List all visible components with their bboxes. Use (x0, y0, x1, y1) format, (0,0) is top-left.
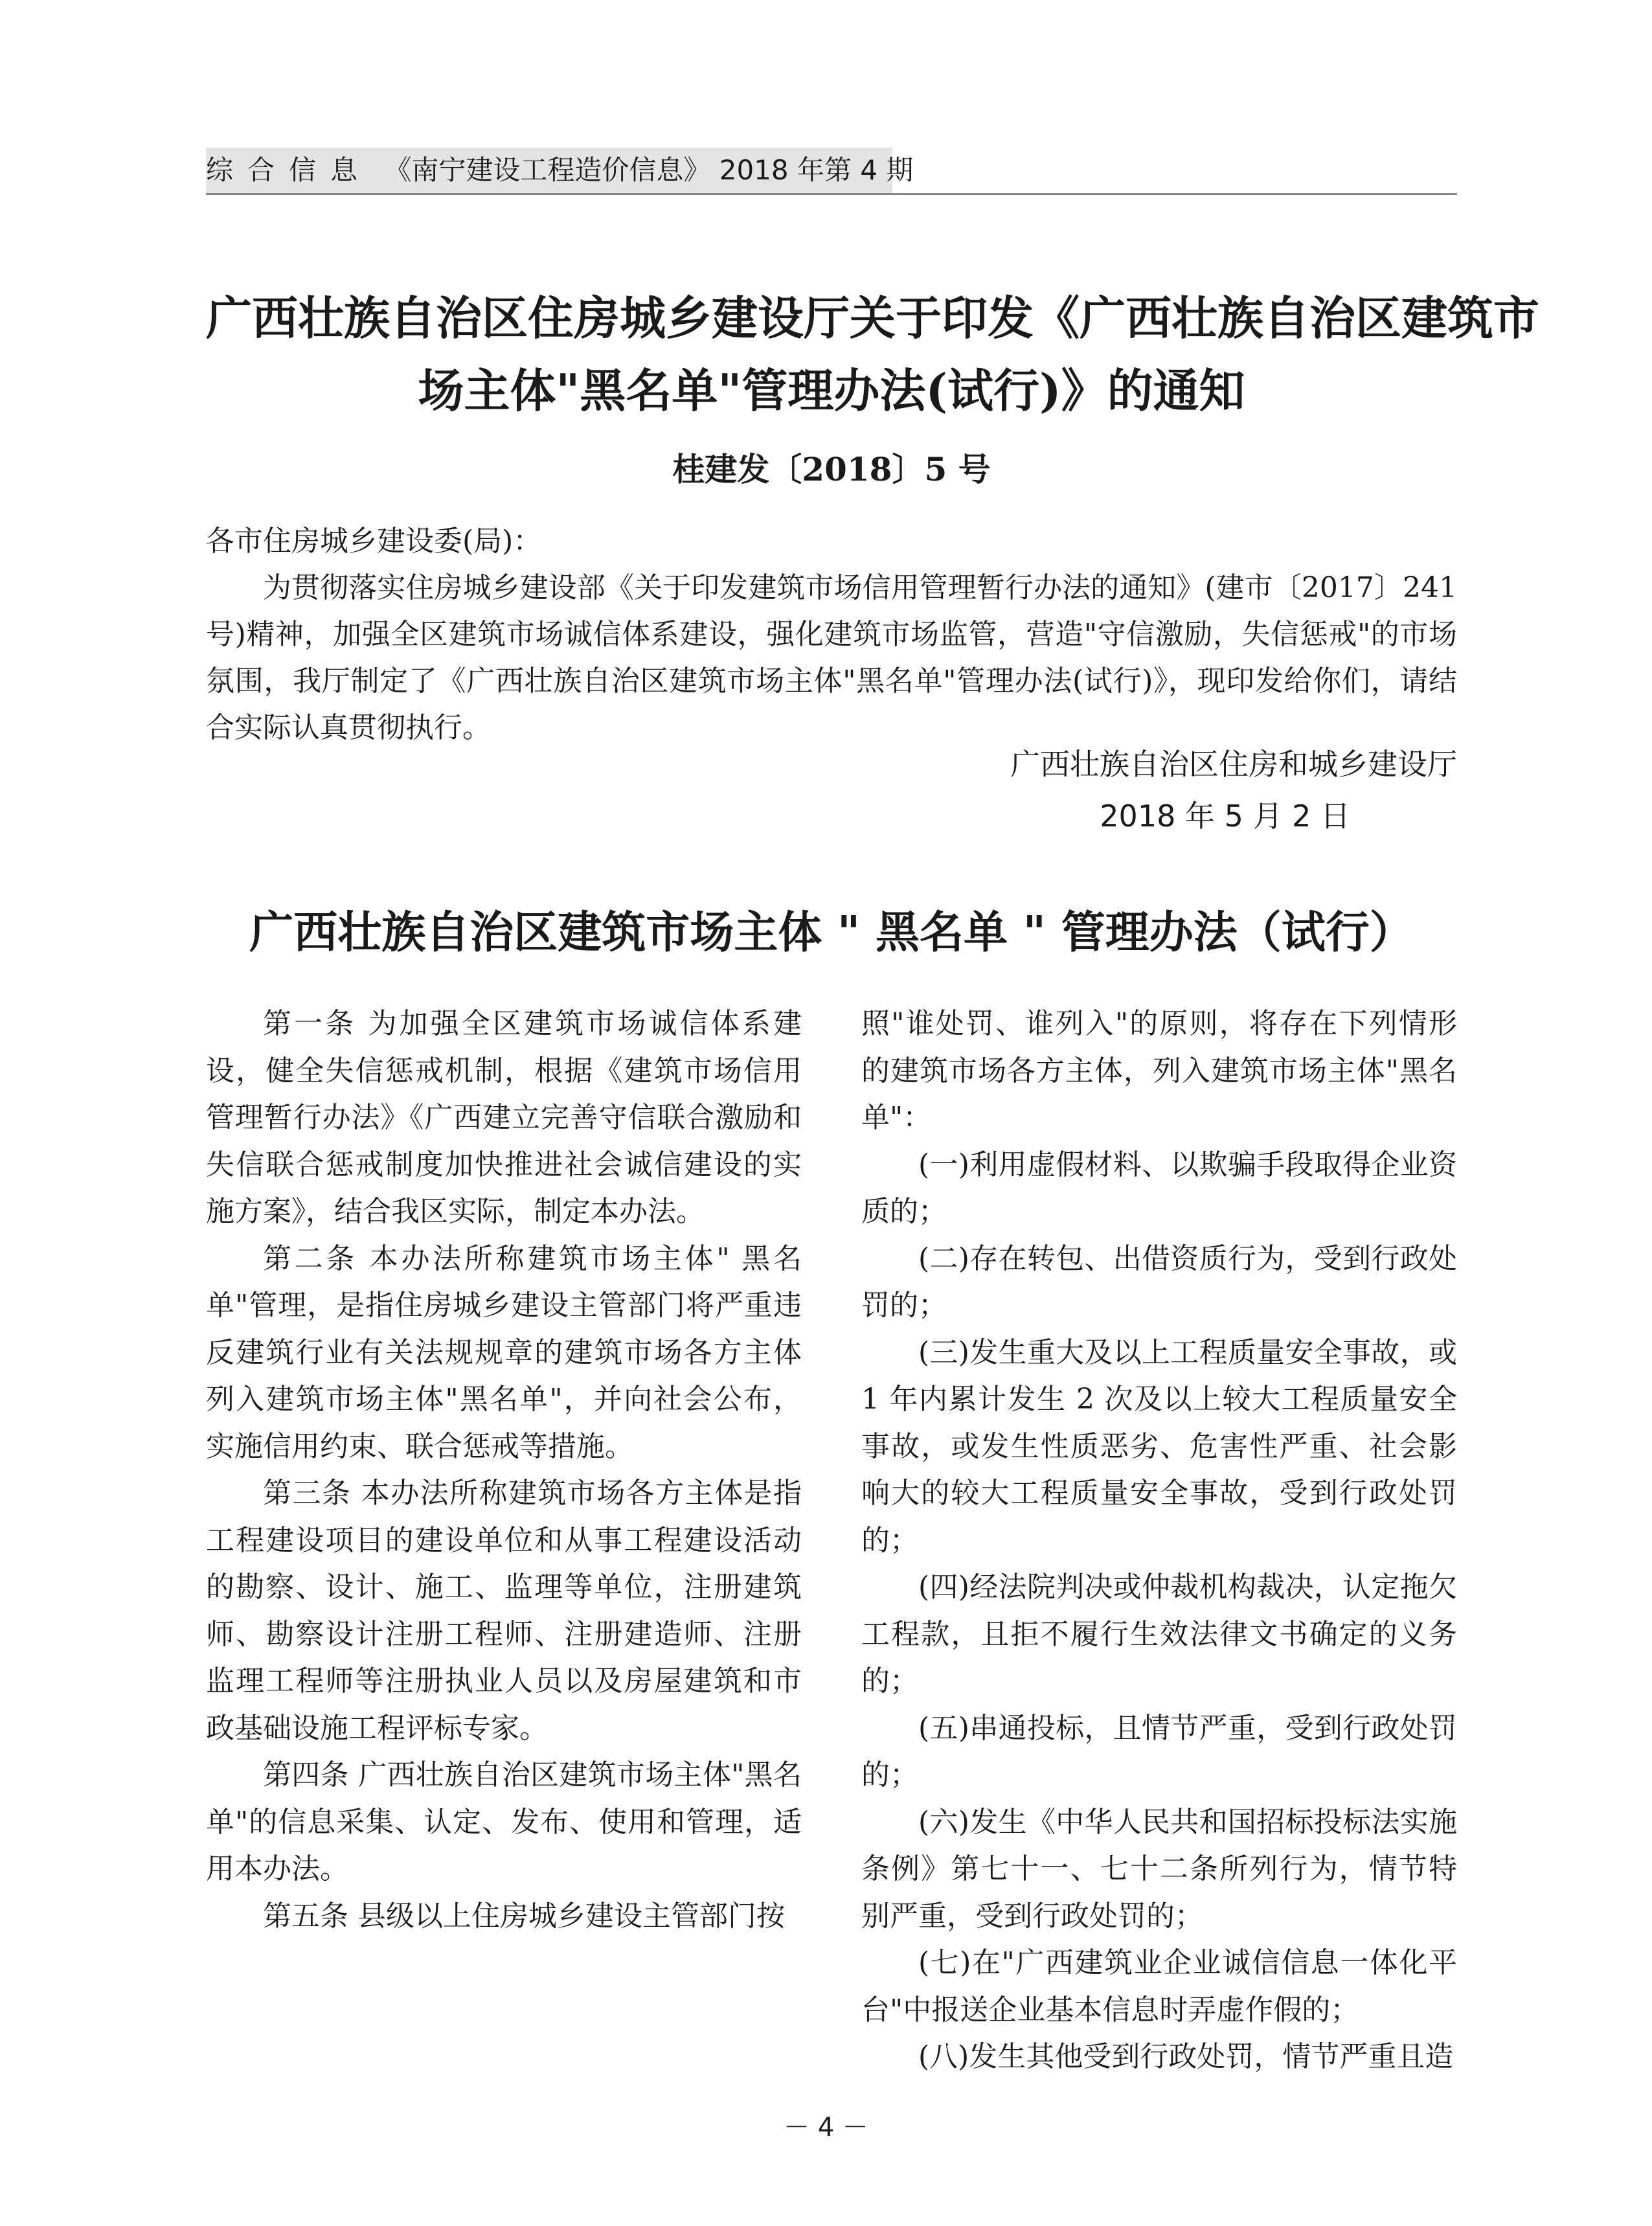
header-rule (206, 193, 1457, 195)
right-column (861, 1001, 1457, 2081)
issue-date: 2018 年 5 月 2 日 (1100, 799, 1350, 834)
running-header (206, 148, 914, 193)
notice-body (206, 518, 1457, 751)
article-paragraph: 第四条 广西壮族自治区建筑市场主体"黑名单"的信息采集、认定、发布、使用和管理，适用本办法。 (206, 1758, 802, 1885)
list-item: (六)发生《中华人民共和国招标投标法实施条例》第七十一、七十二条所列行为，情节特别严重，受到行政处罚的； (861, 1805, 1457, 1933)
list-item: (一)利用虚假材料、以欺骗手段取得企业资质的； (861, 1148, 1457, 1228)
header-publication: 《南宁建设工程造价信息》 2018 年第 4 期 (384, 154, 914, 186)
page-number: － 4 － (784, 2113, 868, 2142)
notice-title-line1: 广西壮族自治区住房城乡建设厅关于印发《广西壮族自治区建筑市 (206, 291, 1540, 345)
article-paragraph: 第一条 为加强全区建筑市场诚信体系建设，健全失信惩戒机制，根据《建筑市场信用管理暂行办法》《广西建立完善守信联合激励和失信联合惩戒制度加快推进社会诚信建设的实施方案》，结合我区实际，制定本办法。 (206, 1007, 802, 1228)
issuer: 广西壮族自治区住房和城乡建设厅 (1010, 747, 1457, 782)
list-item: (五)串通投标，且情节严重，受到行政处罚的； (861, 1711, 1457, 1791)
notice-title (206, 282, 1540, 427)
article-paragraph: 第五条 县级以上住房城乡建设主管部门按 (263, 1899, 785, 1933)
document-number: 桂建发〔2018〕5 号 (672, 450, 991, 488)
article-paragraph: 第二条 本办法所称建筑市场主体" 黑名单"管理，是指住房城乡建设主管部门将严重违反建筑行业有关法规规章的建筑市场各方主体列入建筑市场主体"黑名单"，并向社会公布，实施信用约束、联合惩戒等措施。 (206, 1242, 802, 1463)
list-item: (八)发生其他受到行政处罚，情节严重且造 (918, 2040, 1454, 2073)
article-paragraph: 第三条 本办法所称建筑市场各方主体是指工程建设项目的建设单位和从事工程建设活动的勘察、设计、施工、监理等单位，注册建筑师、勘察设计注册工程师、注册建造师、注册监理工程师等注册执业人员以及房屋建筑和市政基础设施工程评标专家。 (206, 1477, 802, 1745)
list-item: (七)在"广西建筑业企业诚信信息一体化平台"中报送企业基本信息时弄虚作假的； (861, 1946, 1457, 2027)
list-item: (二)存在转包、出借资质行为，受到行政处罚的； (861, 1242, 1457, 1322)
notice-paragraph: 为贯彻落实住房城乡建设部《关于印发建筑市场信用管理暂行办法的通知》(建市〔2017〕241 号)精神，加强全区建筑市场诚信体系建设，强化建筑市场监管，营造"守信激励，失信惩戒"的市场氛围，我厅制定了《广西壮族自治区建筑市场主体"黑名单"管理办法(试行)》，现印发给你们，请结合实际认真贯彻执行。 (206, 571, 1457, 744)
notice-signature (1010, 738, 1457, 842)
list-item: (三)发生重大及以上工程质量安全事故，或1 年内累计发生 2 次及以上较大工程质量安全事故，或发生性质恶劣、危害性严重、社会影响大的较大工程质量安全事故，受到行政处罚的； (861, 1335, 1457, 1557)
list-item: (四)经法院判决或仲裁机构裁决，认定拖欠工程款，且拒不履行生效法律文书确定的义务的； (861, 1571, 1457, 1698)
measures-title: 广西壮族自治区建筑市场主体 " 黑名单 " 管理办法（试行） (249, 907, 1414, 959)
left-column (206, 1001, 802, 1940)
header-section: 综合信息 (206, 154, 372, 186)
notice-title-line2: 场主体"黑名单"管理办法(试行)》的通知 (418, 363, 1245, 418)
article-continuation: 照"谁处罚、谁列入"的原则，将存在下列情形的建筑市场各方主体，列入建筑市场主体"黑名单"： (861, 1007, 1457, 1134)
notice-addressee: 各市住房城乡建设委(局)： (206, 525, 542, 558)
